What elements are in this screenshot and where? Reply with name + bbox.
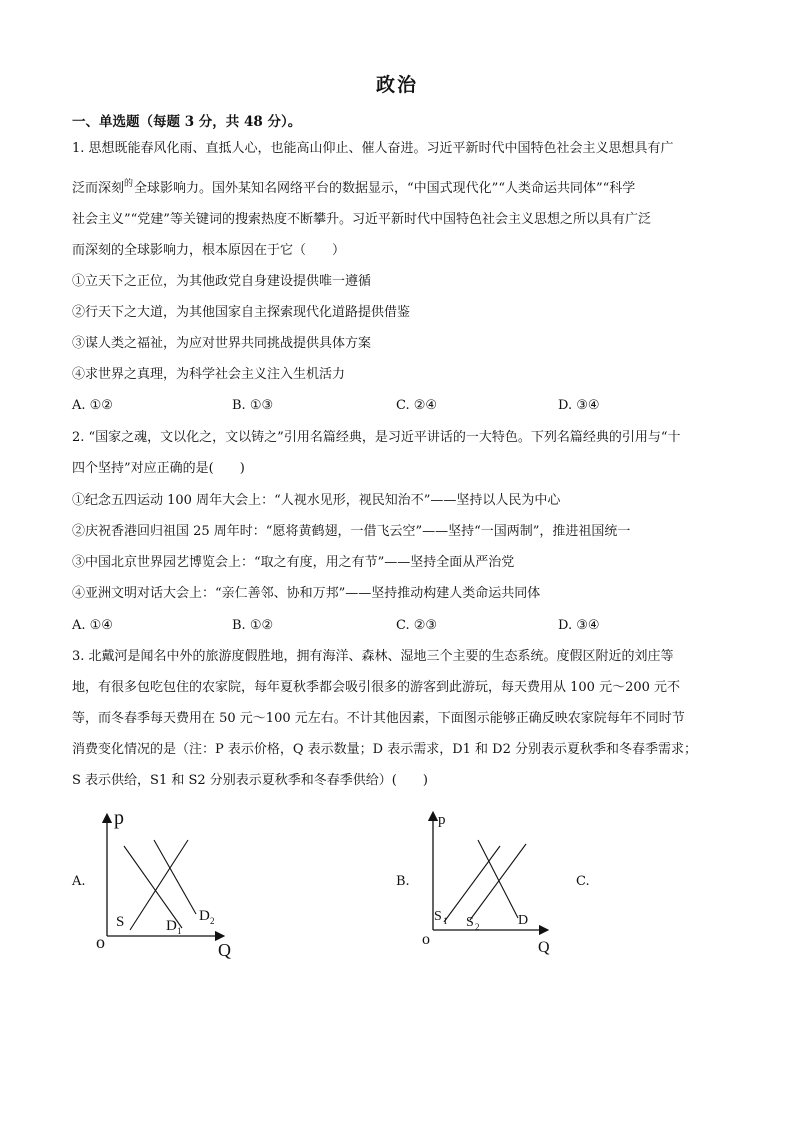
q2-item-3: ③中国北京世界园艺博览会上：“取之有度，用之有节”——坚持全面从严治党 — [72, 555, 515, 570]
graph-b-supply1-sub: 1 — [443, 916, 448, 926]
q1-line-3: 社会主义”“党建”等关键词的搜索热度不断攀升。习近平新时代中国特色社会主义思想之所以具有广泛 — [72, 212, 651, 227]
section-heading: 一、单选题（每题 3 分，共 48 分）。 — [72, 114, 302, 130]
page-title: 政治 — [375, 74, 418, 96]
graph-b-supply2-line — [470, 844, 526, 920]
q1-line-2-sup: 的 — [124, 179, 134, 189]
graph-a-demand2-sub: 2 — [210, 916, 215, 926]
q2-item-2: ②庆祝香港回归祖国 25 周年时：“愿将黄鹤翅，一借飞云空”——坚持“一国两制”，推进祖国统一 — [72, 524, 631, 539]
q3-option-b-label: B. — [396, 874, 410, 889]
q1-item-1: ①立天下之正位，为其他政党自身建设提供唯一遵循 — [72, 274, 372, 289]
q1-item-3: ③谋人类之福祉，为应对世界共同挑战提供具体方案 — [72, 336, 372, 351]
q1-option-d: D. ③④ — [558, 398, 600, 413]
graph-a-demand1-label: D — [166, 918, 177, 934]
q2-option-d: D. ③④ — [558, 618, 600, 633]
q2-option-a: A. ①④ — [72, 618, 113, 633]
graph-a-origin-label: o — [96, 932, 105, 952]
graph-a-demand1-line — [124, 846, 182, 928]
q2-option-c: C. ②③ — [396, 618, 438, 633]
q1-line-1: 1. 思想既能春风化雨、直抵人心，也能高山仰止、催人奋进。习近平新时代中国特色社会主义思想具有广 — [72, 141, 674, 156]
q1-option-a: A. ①② — [72, 398, 113, 413]
q2-line-1: 2. “国家之魂，文以化之，文以铸之”引用名篇经典，是习近平讲话的一大特色。下列名篇经典的引用与“十 — [72, 430, 681, 445]
graph-b-supply1-line — [444, 846, 500, 922]
q2-line-2: 四个坚持”对应正确的是( ) — [72, 461, 245, 476]
q2-item-1: ①纪念五四运动 100 周年大会上：“人视水见形，视民知治不”——坚持以人民为中心 — [72, 493, 561, 508]
q1-option-c: C. ②④ — [396, 398, 438, 413]
q1-option-b: B. ①③ — [232, 398, 274, 413]
graph-b-axis-x-label: Q — [538, 939, 550, 956]
graph-a — [90, 806, 250, 966]
graph-b-demand-label: D — [518, 913, 529, 928]
graph-b-origin-label: o — [422, 931, 430, 948]
graph-a-supply-label: S — [116, 914, 125, 930]
q1-line-2-prefix: 泛而深刻 — [72, 181, 125, 196]
q1-item-4: ④求世界之真理，为科学社会主义注入生机活力 — [72, 367, 346, 382]
graph-b-supply1-label: S — [434, 909, 442, 924]
graph-a-demand2-label: D — [199, 908, 210, 924]
q3-line-2: 地，有很多包吃包住的农家院，每年夏秋季都会吸引很多的游客到此游玩，每天费用从 100 元～200 元不 — [72, 680, 681, 695]
q3-line-3: 等，而冬春季每天费用在 50 元～100 元左右。不计其他因素，下面图示能够正确反映农家院每年不同时节 — [72, 711, 685, 726]
graph-b-supply2-label: S — [466, 915, 474, 930]
q1-line-2-text: 全球影响力。国外某知名网络平台的数据显示，“中国式现代化”“人类命运共同体”“科学 — [134, 181, 636, 196]
graph-b-demand-line — [478, 840, 518, 918]
graph-a-axis-x-label: Q — [218, 940, 231, 960]
graph-a-axis-y-label: p — [114, 807, 124, 829]
q1-line-4: 而深刻的全球影响力，根本原因在于它（ ） — [72, 243, 346, 258]
graph-b-axis-y-label: p — [438, 812, 446, 828]
q3-option-c-label: C. — [576, 874, 590, 889]
q3-line-1: 3. 北戴河是闻名中外的旅游度假胜地，拥有海洋、森林、湿地三个主要的生态系统。度假区附近的刘庄等 — [72, 649, 674, 664]
q1-item-2: ②行天下之大道，为其他国家自主探索现代化道路提供借鉴 — [72, 305, 411, 320]
graph-b — [414, 806, 574, 966]
q2-option-b: B. ①② — [232, 618, 274, 633]
graph-a-demand1-sub: 1 — [177, 926, 182, 936]
q3-line-4: 消费变化情况的是（注：P 表示价格，Q 表示数量；D 表示需求，D1 和 D2 分别表示夏秋季和冬春季需求； — [72, 742, 698, 757]
q3-line-5: S 表示供给，S1 和 S2 分别表示夏秋季和冬春季供给）( ) — [72, 773, 428, 788]
q1-line-2 — [72, 180, 635, 199]
graph-a-demand2-line — [154, 840, 196, 914]
q2-item-4: ④亚洲文明对话大会上：“亲仁善邻、协和万邦”——坚持推动构建人类命运共同体 — [72, 586, 541, 601]
graph-b-supply2-sub: 2 — [475, 922, 480, 932]
q3-option-a-label: A. — [72, 874, 86, 889]
